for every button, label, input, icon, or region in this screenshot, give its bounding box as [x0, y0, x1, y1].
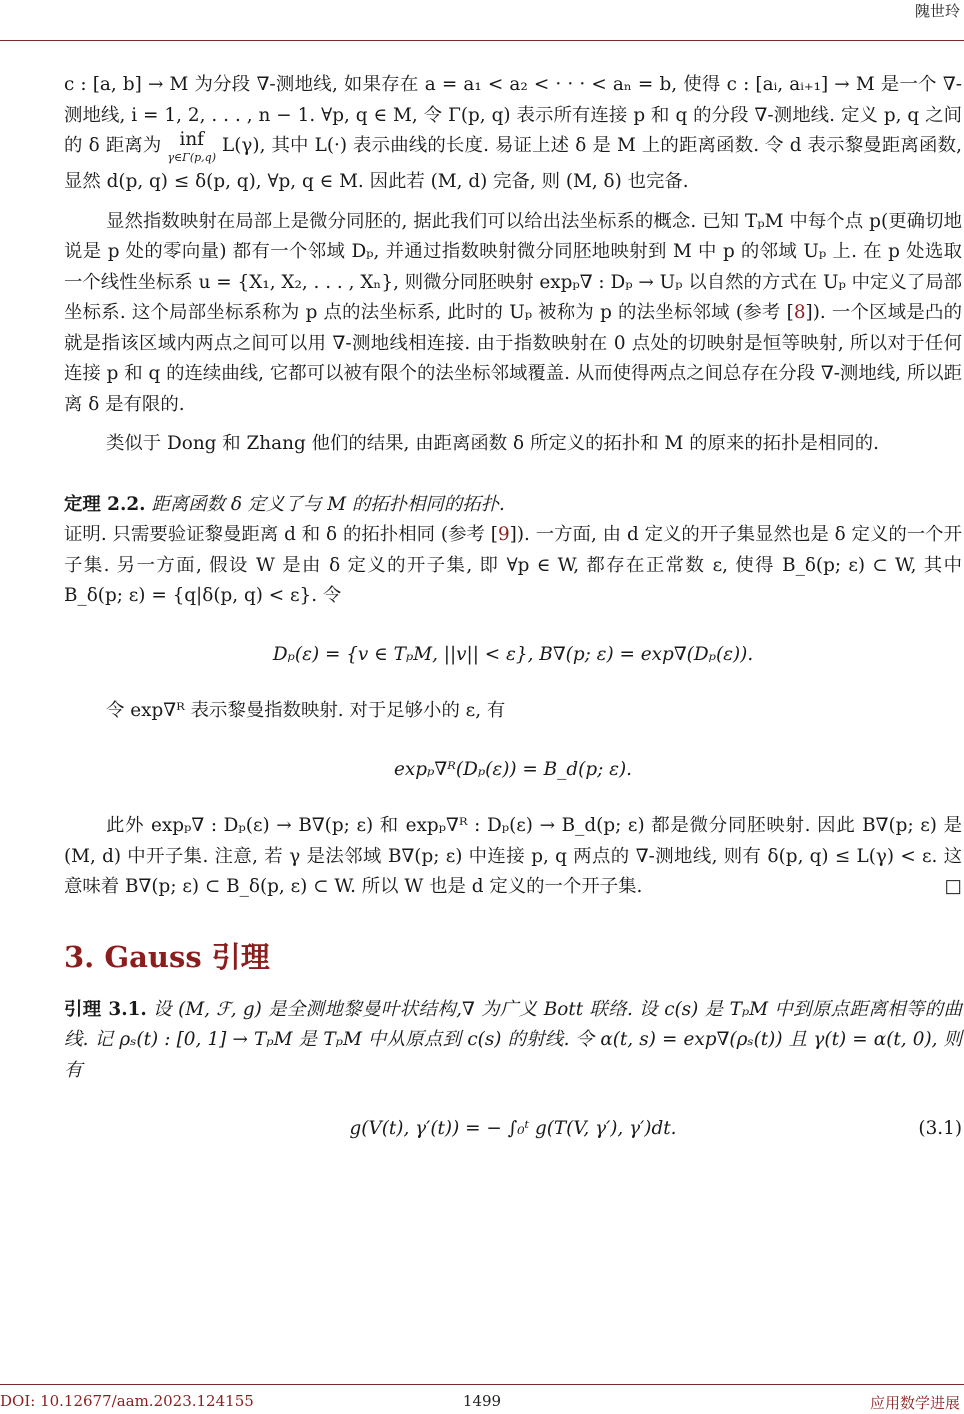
proof-paragraph: 令 exp∇ᴿ 表示黎曼指数映射. 对于足够小的 ε, 有 — [106, 700, 506, 721]
lemma-label: 引理 3.1. — [64, 998, 147, 1020]
page-body — [64, 70, 962, 1171]
paragraph-text: L(γ), 其中 L(·) 表示曲线的长度. 易证上述 δ 是 M 上的距离函数. 令 d 表示黎曼距离函数, 显然 d(p, q) ≤ δ(p, q), ∀p, q ∈ M. 因此若 (M, d) 完备, 则 (M, δ) 也完备. — [64, 135, 962, 192]
theorem-2-2 — [64, 490, 962, 521]
running-header-author: 隗世玲 — [914, 2, 960, 20]
inf-subscript: γ∈Γ(p,q) — [167, 151, 216, 164]
display-equation-numbered — [64, 1114, 962, 1145]
display-equation: expₚ∇ᴿ(Dₚ(ε)) = B_d(p; ε). — [393, 758, 633, 780]
paragraph-text: c : [a, b] → M 为分段 ∇-测地线, 如果存在 a = a₁ < a₂ < · · · < aₙ = b, 使得 c : [aᵢ, aᵢ₊₁] → M 是一个 ∇- 测地线, i = 1, 2, . . . , n − 1. ∀p, q ∈ M, 令 Γ(p, q) 表示所有连接 p 和 q 的分段 ∇-测地线. 定义 p, q 之间的 δ 距离为 — [64, 74, 962, 156]
lemma-3-1 — [64, 995, 962, 1087]
display-equation: Dₚ(ε) = {v ∈ TₚM, ||v|| < ε}, B∇(p; ε) = exp∇(Dₚ(ε)). — [272, 643, 754, 665]
inf-operator: inf γ∈Γ(p,q) — [167, 131, 216, 167]
proof-paragraph: 此外 expₚ∇ : Dₚ(ε) → B∇(p; ε) 和 expₚ∇ᴿ : Dₚ(ε) → B_d(p; ε) 都是微分同胚映射. 因此 B∇(p; ε) 是 (M, d) 中开子集. 注意, 若 γ 是法邻域 B∇(p; ε) 中连接 p, q 两点的 ∇-测地线, 则有 δ(p, q) ≤ L(γ) < ε. 这意味着 B∇(p; ε) ⊂ B_δ(p, ε) ⊂ W. 所以 W 也是 d 定义的一个开子集. □ — [64, 811, 962, 903]
theorem-statement: 距离函数 δ 定义了与 M 的拓扑相同的拓扑. — [151, 493, 505, 515]
footer-divider — [0, 1384, 964, 1385]
paragraph-normal-coordinates: 显然指数映射在局部上是微分同胚的, 据此我们可以给出法坐标系的概念. 已知 TₚM 中每个点 p(更确切地说是 p 处的零向量) 都有一个邻域 Dₚ, 并通过指数映射微分同胚地映射到 M 中 p 的邻域 Uₚ 上. 在 p 处选取一个线性坐标系 u = {X₁, X₂, . . . , Xₙ}, 则微分同胚映射 expₚ∇ : Dₚ → Uₚ 以自然的方式在 Uₚ 中定义了局部坐标系. 这个局部坐标系称为 p 点的法坐标系, 此时的 Uₚ 被称为 p 的法坐标邻域 (参考 [8]). 一个区域是凸的就是指该区域内两点之间可以用 ∇-测地线相连接. 由于指数映射在 0 点处的切映射是恒等映射, 所以对于任何连接 p 和 q 的连续曲线, 它都可以被有限个的法坐标邻域覆盖. 从而使得两点之间总存在分段 ∇-测地线, 所以距离 δ 是有限的. — [64, 210, 963, 415]
proof-paragraph: 证明. 只需要验证黎曼距离 d 和 δ 的拓扑相同 (参考 [9]). 一方面, 由 d 定义的开子集显然也是 δ 定义的一个开子集. 另一方面, 假设 W 是由 δ 定义的开子集, 即 ∀p ∈ W, 都存在正常数 ε, 使得 B_δ(p; ε) ⊂ W, 其中 B_δ(p; ε) = {q|δ(p, q) < ε}. 令 — [64, 524, 962, 606]
qed-symbol: □ — [944, 876, 962, 897]
footer-page-number: 1499 — [462, 1392, 502, 1410]
footer-doi-link[interactable]: DOI: 10.12677/aam.2023.124155 — [0, 1392, 254, 1410]
equation-number: (3.1) — [918, 1118, 962, 1139]
citation-link[interactable]: 9 — [497, 524, 510, 545]
theorem-label: 定理 2.2. — [64, 493, 146, 515]
footer-journal-link[interactable]: 应用数学进展 — [869, 1394, 960, 1412]
paragraph-topology-remark: 类似于 Dong 和 Zhang 他们的结果, 由距离函数 δ 所定义的拓扑和 M 的原来的拓扑是相同的. — [106, 433, 879, 454]
equation-body: g(V(t), γ′(t)) = − ∫₀ᵗ g(T(V, γ′), γ′)dt. — [349, 1118, 677, 1139]
paragraph-distance-definition — [64, 70, 962, 198]
header-divider — [0, 40, 964, 41]
lemma-statement: 设 (M, ℱ, g) 是全测地黎曼叶状结构,∇ 为广义 Bott 联络. 设 c(s) 是 TₚM 中到原点距离相等的曲线. 记 ρₛ(t) : [0, 1] → TₚM 是 TₚM 中从原点到 c(s) 的射线. 令 α(t, s) = exp∇(ρₛ(t)) 且 γ(t) = α(t, 0), 则有 — [64, 998, 962, 1081]
citation-link[interactable]: 8 — [793, 302, 806, 323]
section-heading: 3. Gauss 引理 — [64, 939, 270, 974]
